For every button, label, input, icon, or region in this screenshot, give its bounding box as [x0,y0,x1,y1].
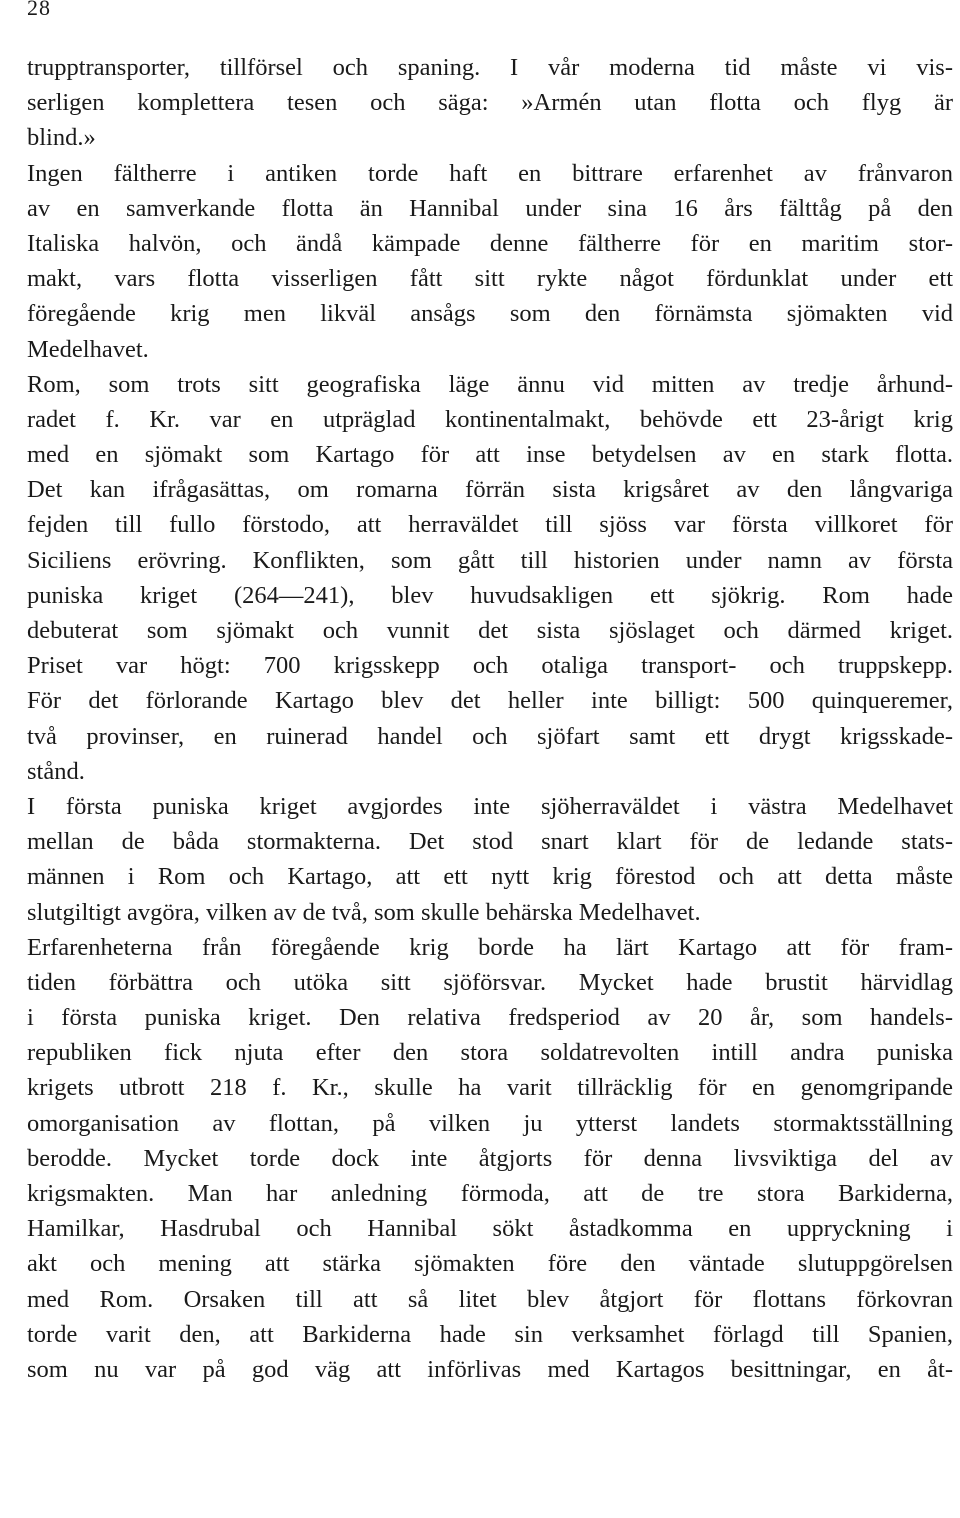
text-line: Siciliens erövring. Konflikten, som gått till historien under namn av första [27,546,953,574]
text-line: republiken fick njuta efter den stora soldatrevolten intill andra puniska [27,1039,953,1067]
page-number: 28 [27,0,51,20]
text-line: blind.» [27,124,96,152]
text-line: debuterat som sjömakt och vunnit det sista sjöslaget och därmed kriget. [27,617,953,644]
text-line: slutgiltigt avgöra, vilken av de två, som skulle behärska Medelhavet. [27,898,701,926]
text-line: torde varit den, att Barkiderna hade sin verksamhet förlagd till Spanien, [27,1320,953,1348]
text-line: fejden till fullo förstodo, att herraväldet till sjöss var första villkoret för [27,511,953,539]
text-line: krigsmakten. Man har anledning förmoda, att de tre stora Barkiderna, [27,1180,953,1207]
text-line: tiden förbättra och utöka sitt sjöförsvar. Mycket hade brustit härvidlag [27,968,953,996]
text-line: berodde. Mycket torde dock inte åtgjorts för denna livsviktiga del av [27,1144,953,1172]
text-line: För det förlorande Kartago blev det heller inte billigt: 500 quinqueremer, [27,687,953,715]
text-line: Rom, som trots sitt geografiska läge ännu vid mitten av tredje århund- [27,370,953,398]
text-line: krigets utbrott 218 f. Kr., skulle ha varit tillräcklig för en genomgripande [27,1074,953,1102]
text-line: trupptransporter, tillförsel och spaning. I vår moderna tid måste vi vis- [27,54,953,81]
text-line: Hamilkar, Hasdrubal och Hannibal sökt åstadkomma en uppryckning i [27,1215,953,1243]
text-line: omorganisation av flottan, på vilken ju ytterst landets stormaktsställning [27,1109,953,1137]
text-line: radet f. Kr. var en utpräglad kontinentalmakt, behövde ett 23-årigt krig [27,405,953,433]
text-line: Ingen fältherre i antiken torde haft en bittrare erfarenhet av frånvaron [27,159,953,187]
text-line: Det kan ifrågasättas, om romarna förrän sista krigsåret av den långvariga [27,476,953,504]
text-line: makt, vars flotta visserligen fått sitt rykte något fördunklat under ett [27,265,953,293]
text-line: Priset var högt: 700 krigsskepp och otaliga transport- och truppskepp. [27,652,953,680]
text-line: mellan de båda stormakterna. Det stod snart klart för de ledande stats- [27,828,953,856]
text-line: föregående krig men likväl ansågs som den förnämsta sjömakten vid [27,300,953,328]
text-line: Erfarenheterna från föregående krig borde ha lärt Kartago att för fram- [27,933,953,961]
body-text [27,50,953,1387]
text-line: Medelhavet. [27,335,149,363]
text-line: akt och mening att stärka sjömakten före den väntade slutuppgörelsen [27,1250,953,1278]
text-line: serligen komplettera tesen och säga: »Armén utan flotta och flyg är [27,89,953,117]
text-line: männen i Rom och Kartago, att ett nytt krig förestod och att detta måste [27,863,953,891]
text-line: stånd. [27,757,85,785]
text-line: Italiska halvön, och ändå kämpade denne fältherre för en maritim stor- [27,229,953,257]
text-line: puniska kriget (264—241), blev huvudsakligen ett sjökrig. Rom hade [27,581,953,609]
text-line: två provinser, en ruinerad handel och sjöfart samt ett drygt krigsskade- [27,722,953,750]
text-line: som nu var på god väg att införlivas med Kartagos besittningar, en åt- [27,1355,953,1383]
text-line: I första puniska kriget avgjordes inte sjöherraväldet i västra Medelhavet [27,792,953,820]
text-line: av en samverkande flotta än Hannibal under sina 16 års fälttåg på den [27,194,953,222]
text-line: med en sjömakt som Kartago för att inse betydelsen av en stark flotta. [27,441,953,469]
text-line: med Rom. Orsaken till att så litet blev åtgjort för flottans förkovran [27,1285,953,1313]
text-line: i första puniska kriget. Den relativa fredsperiod av 20 år, som handels- [27,1004,953,1032]
